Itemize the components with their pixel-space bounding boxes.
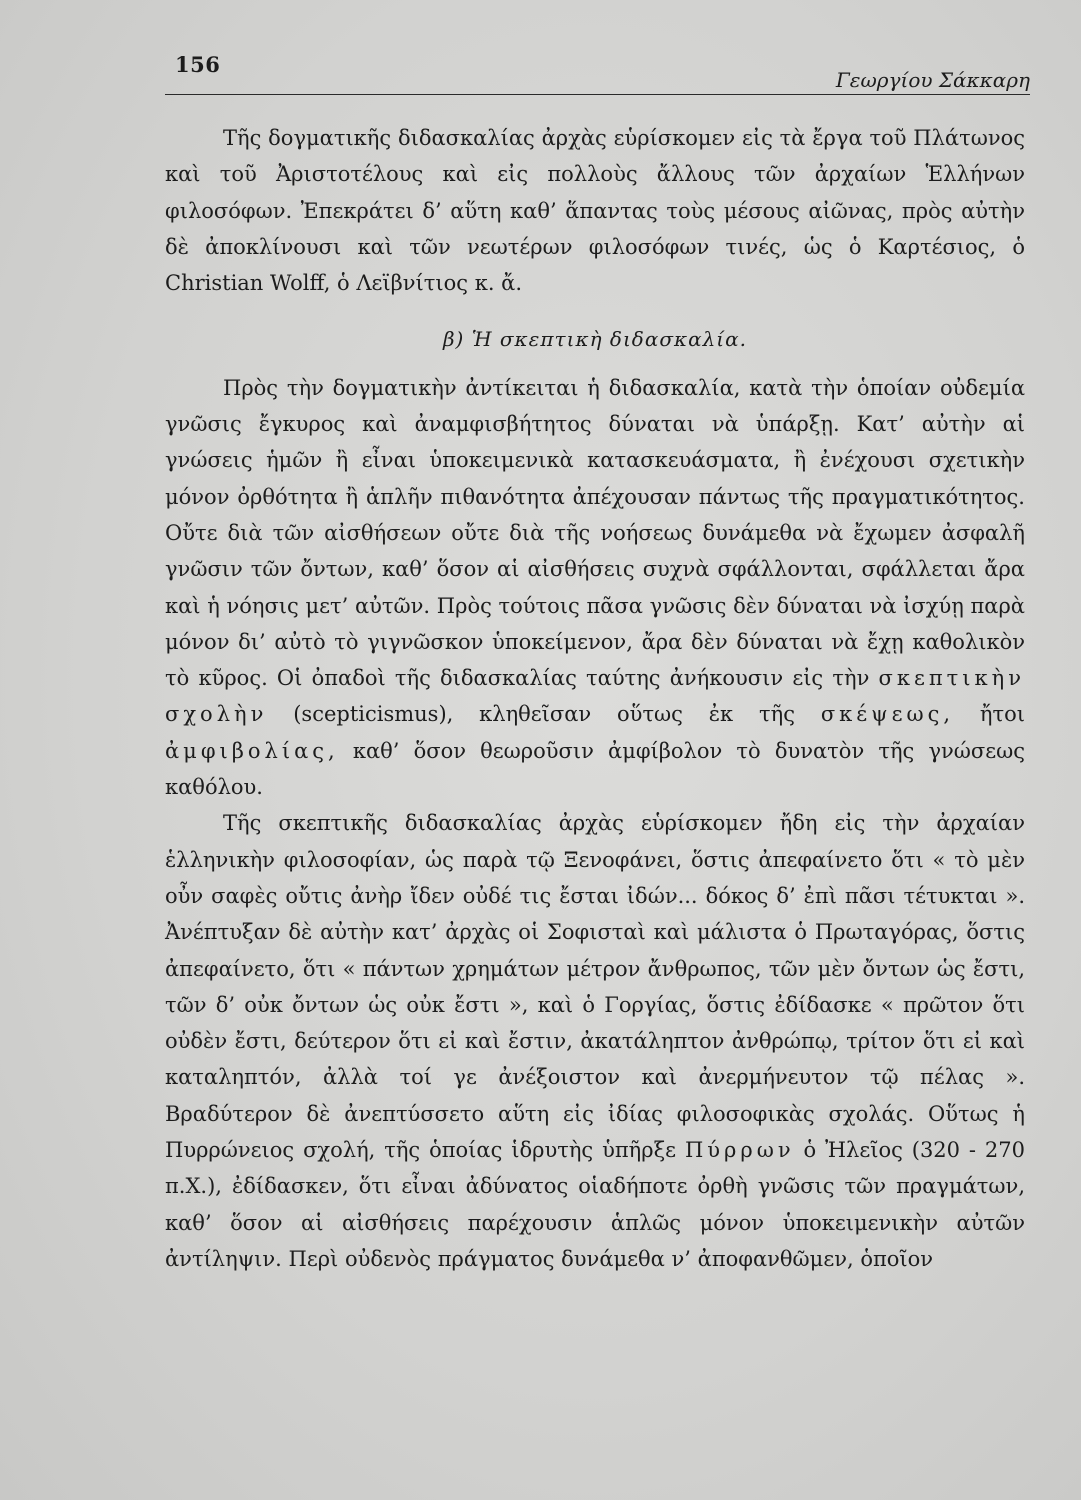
emphasized-term: ἀμφιβολίας, bbox=[165, 738, 339, 763]
page-number: 156 bbox=[175, 52, 221, 77]
running-title: Γεωργίου Σάκκαρη bbox=[835, 68, 1030, 92]
emphasized-term: Πύρρων bbox=[684, 1138, 795, 1163]
paragraph-text: (scepticismus), κληθεῖσαν οὕτως ἐκ τῆς bbox=[293, 702, 795, 727]
paragraph-dogmatic-teaching: Τῆς δογματικῆς διδασκαλίας ἀρχὰς εὑρίσκομεν εἰς τὰ ἔργα τοῦ Πλάτωνος καὶ τοῦ Ἀριστοτέλους καὶ εἰς πολλοὺς ἄλλους τῶν ἀρχαίων Ἑλλήνων φιλοσόφων. Ἐπεκράτει δ’ αὕτη καθ’ ἅπαντας τοὺς μέσους αἰῶνας, πρὸς αὐτὴν δὲ ἀποκλίνουσι καὶ τῶν νεωτέρων φιλοσόφων τινές, ὡς ὁ Καρτέσιος, ὁ Christian Wolff, ὁ Λεϊβνίτιος κ. ἄ. bbox=[165, 126, 1025, 296]
paragraph-skeptical-teaching bbox=[165, 370, 1025, 806]
paragraph-text: ἤτοι bbox=[979, 702, 1025, 727]
paragraph-ancient-skeptics bbox=[165, 805, 1025, 1277]
body-text bbox=[165, 120, 1025, 1277]
emphasized-term: σκέψεως, bbox=[820, 702, 955, 727]
emphasized-term: σκεπτικὴν σχολὴν bbox=[165, 666, 1025, 727]
section-heading: β) Ἡ σκεπτικὴ διδασκαλία. bbox=[442, 327, 747, 352]
paragraph-text: Πρὸς τὴν δογματικὴν ἀντίκειται ἡ διδασκαλία, κατὰ τὴν ὁποίαν οὐδεμία γνῶσις ἔγκυρος καὶ ἀναμφισβήτητος δύναται νὰ ὑπάρξῃ. Κατ’ αὐτὴν αἱ γνώσεις ἡμῶν ἢ εἶναι ὑποκειμενικὰ κατασκευάσματα, ἢ ἐνέχουσι σχετικὴν μόνον ὀρθότητα ἢ ἁπλῆν πιθανότητα ἀπέχουσαν πάντως τῆς πραγματικότητος. Οὔτε διὰ τῶν αἰσθήσεων οὔτε διὰ τῆς νοήσεως δυνάμεθα νὰ ἔχωμεν ἀσφαλῆ γνῶσιν τῶν ὄντων, καθ’ ὅσον αἱ αἰσθήσεις συχνὰ σφάλλονται, σφάλλεται ἄρα καὶ ἡ νόησις μετ’ αὐτῶν. Πρὸς τούτοις πᾶσα γνῶσις δὲν δύναται νὰ ἰσχύῃ παρὰ μόνον δι’ αὐτὸ τὸ γιγνῶσκον ὑποκείμενον, ἄρα δὲν δύναται νὰ ἔχῃ καθολικὸν τὸ κῦρος. Οἱ ὀπαδοὶ τῆς διδασκαλίας ταύτης ἀνήκουσιν εἰς τὴν bbox=[165, 375, 1025, 691]
paragraph-text: ὁ Ἠλεῖος (320 - 270 π.Χ.), ἐδίδασκεν, ὅτι εἶναι ἀδύνατος οἱαδήποτε ὀρθὴ γνῶσις τῶν πραγμάτων, καθ’ ὅσον αἱ αἰσθήσεις παρέχουσιν ἁπλῶς μόνον ὑποκειμενικὴν αὐτῶν ἀντίληψιν. Περὶ οὐδενὸς πράγματος δυνάμεθα ν’ ἀποφανθῶμεν, ὁποῖον bbox=[165, 1138, 1025, 1271]
paragraph-text: Τῆς σκεπτικῆς διδασκαλίας ἀρχὰς εὑρίσκομεν ἤδη εἰς τὴν ἀρχαίαν ἑλληνικὴν φιλοσοφίαν, ὡς παρὰ τῷ Ξενοφάνει, ὅστις ἀπεφαίνετο ὅτι « τὸ μὲν οὖν σαφὲς οὔτις ἀνὴρ ἴδεν οὐδέ τις ἔσται ἰδών... δόκος δ’ ἐπὶ πᾶσι τέτυκται ». Ἀνέπτυξαν δὲ αὐτὴν κατ’ ἀρχὰς οἱ Σοφισταὶ καὶ μάλιστα ὁ Πρωταγόρας, ὅστις ἀπεφαίνετο, ὅτι « πάντων χρημάτων μέτρον ἄνθρωπος, τῶν μὲν ὄντων ὡς ἔστι, τῶν δ’ οὐκ ὄντων ὡς οὐκ ἔστι », καὶ ὁ Γοργίας, ὅστις ἐδίδασκε « πρῶτον ὅτι οὐδὲν ἔστι, δεύτερον ὅτι εἰ καὶ ἔστιν, ἀκατάληπτον ἀνθρώπῳ, τρίτον ὅτι εἰ καὶ καταληπτόν, ἀλλὰ τοί γε ἀνέξοιστον καὶ ἀνερμήνευτον τῷ πέλας ». Βραδύτερον δὲ ἀνεπτύσσετο αὕτη εἰς ἰδίας φιλοσοφικὰς σχολάς. Οὕτως ἡ Πυρρώνειος σχολή, τῆς ὁποίας ἱδρυτὴς ὑπῆρξε bbox=[165, 811, 1025, 1163]
page-header bbox=[165, 50, 1030, 95]
paragraph-text: καθ’ ὅσον θεωροῦσιν ἀμφίβολον τὸ δυνατὸν τῆς γνώσεως καθόλου. bbox=[165, 738, 1025, 800]
